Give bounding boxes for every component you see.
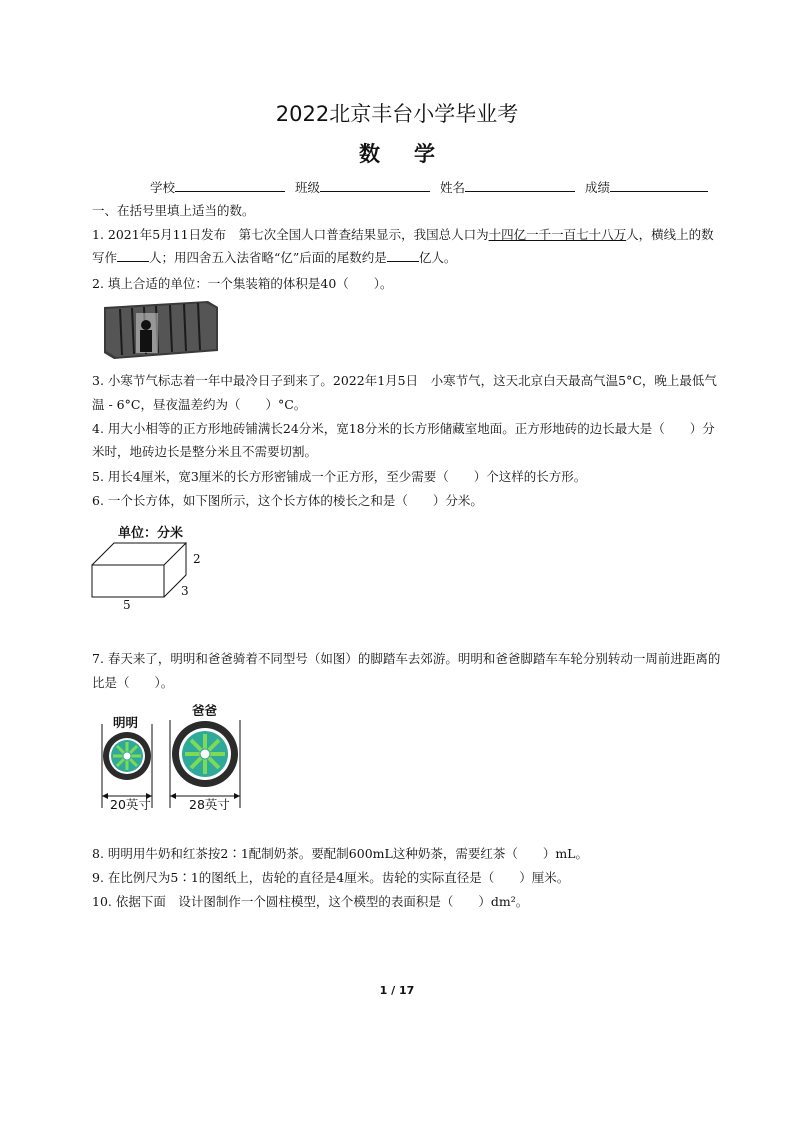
class-blank xyxy=(320,180,430,192)
q1-text-b: 人，横线上的数 xyxy=(626,227,714,242)
wheel-small-size: 20英寸 xyxy=(110,797,151,812)
q1-blank-2 xyxy=(387,250,419,262)
score-blank xyxy=(610,180,708,192)
student-info-line xyxy=(150,178,714,196)
question-2: 2. 填上合适的单位：一个集装箱的体积是40（ ）。 xyxy=(92,276,393,291)
school-blank xyxy=(175,180,285,192)
wheel-large-size: 28英寸 xyxy=(189,797,230,812)
q1-blank-1 xyxy=(117,250,149,262)
question-3-line2: 温 - 6°C，昼夜温差约为（ ）°C。 xyxy=(92,397,307,412)
q1-text-c: 写作 xyxy=(92,250,118,265)
wheel-small-name: 明明 xyxy=(113,715,139,730)
cuboid-height-label: 2 xyxy=(193,552,201,566)
question-6: 6. 一个长方体，如下图所示，这个长方体的棱长之和是（ ）分米。 xyxy=(92,493,483,508)
question-7-line1: 7. 春天来了，明明和爸爸骑着不同型号（如图）的脚踏车去郊游。明明和爸爸脚踏车车轮分别转动一周前进距离的 xyxy=(92,651,721,666)
subject-title: 数学 xyxy=(359,142,469,166)
score-label: 成绩 xyxy=(585,180,611,195)
container-image xyxy=(100,299,220,361)
q1-text-a: 1. 2021年5月11日发布 第七次全国人口普查结果显示，我国总人口为 xyxy=(92,227,489,242)
page-title: 2022北京丰台小学毕业考 xyxy=(275,102,519,126)
question-8: 8. 明明用牛奶和红茶按2∶1配制奶茶。要配制600mL这种奶茶，需要红茶（ ）mL。 xyxy=(92,846,588,861)
name-blank xyxy=(465,180,575,192)
question-1-line2 xyxy=(92,250,456,266)
unit-label: 单位：分米 xyxy=(118,526,184,541)
cuboid-length-label: 5 xyxy=(123,598,131,612)
question-1-line1 xyxy=(92,227,714,243)
cuboid-depth-label: 3 xyxy=(181,584,189,598)
question-4-line1: 4. 用大小相等的正方形地砖铺满长24分米，宽18分米的长方形储藏室地面。正方形地砖的边长最大是（ ）分 xyxy=(92,421,715,436)
wheel-large-name: 爸爸 xyxy=(192,703,218,718)
name-label: 姓名 xyxy=(440,180,466,195)
q1-text-e: 亿人。 xyxy=(418,250,457,265)
q1-underlined-number: 十四亿一千一百七十八万 xyxy=(488,227,627,242)
question-4-line2: 米时，地砖边长是整分米且不需要切割。 xyxy=(92,444,318,459)
question-5: 5. 用长4厘米，宽3厘米的长方形密铺成一个正方形，至少需要（ ）个这样的长方形。 xyxy=(92,469,587,484)
class-label: 班级 xyxy=(295,180,321,195)
q1-text-d: 人；用四舍五入法省略“亿”后面的尾数约是 xyxy=(149,250,387,265)
question-7-line2: 比是（ ）。 xyxy=(92,675,174,690)
school-label: 学校 xyxy=(150,180,176,195)
question-9: 9. 在比例尺为5∶1的图纸上，齿轮的直径是4厘米。齿轮的实际直径是（ ）厘米。 xyxy=(92,870,570,885)
page-number: 1 / 17 xyxy=(379,984,415,997)
question-3-line1: 3. 小寒节气标志着一年中最冷日子到来了。2022年1月5日 小寒节气，这天北京白天最高气温5°C，晚上最低气 xyxy=(92,373,717,388)
section-heading: 一、在括号里填上适当的数。 xyxy=(92,203,255,218)
question-10: 10. 依据下面 设计图制作一个圆柱模型，这个模型的表面积是（ ）dm²。 xyxy=(92,894,529,909)
